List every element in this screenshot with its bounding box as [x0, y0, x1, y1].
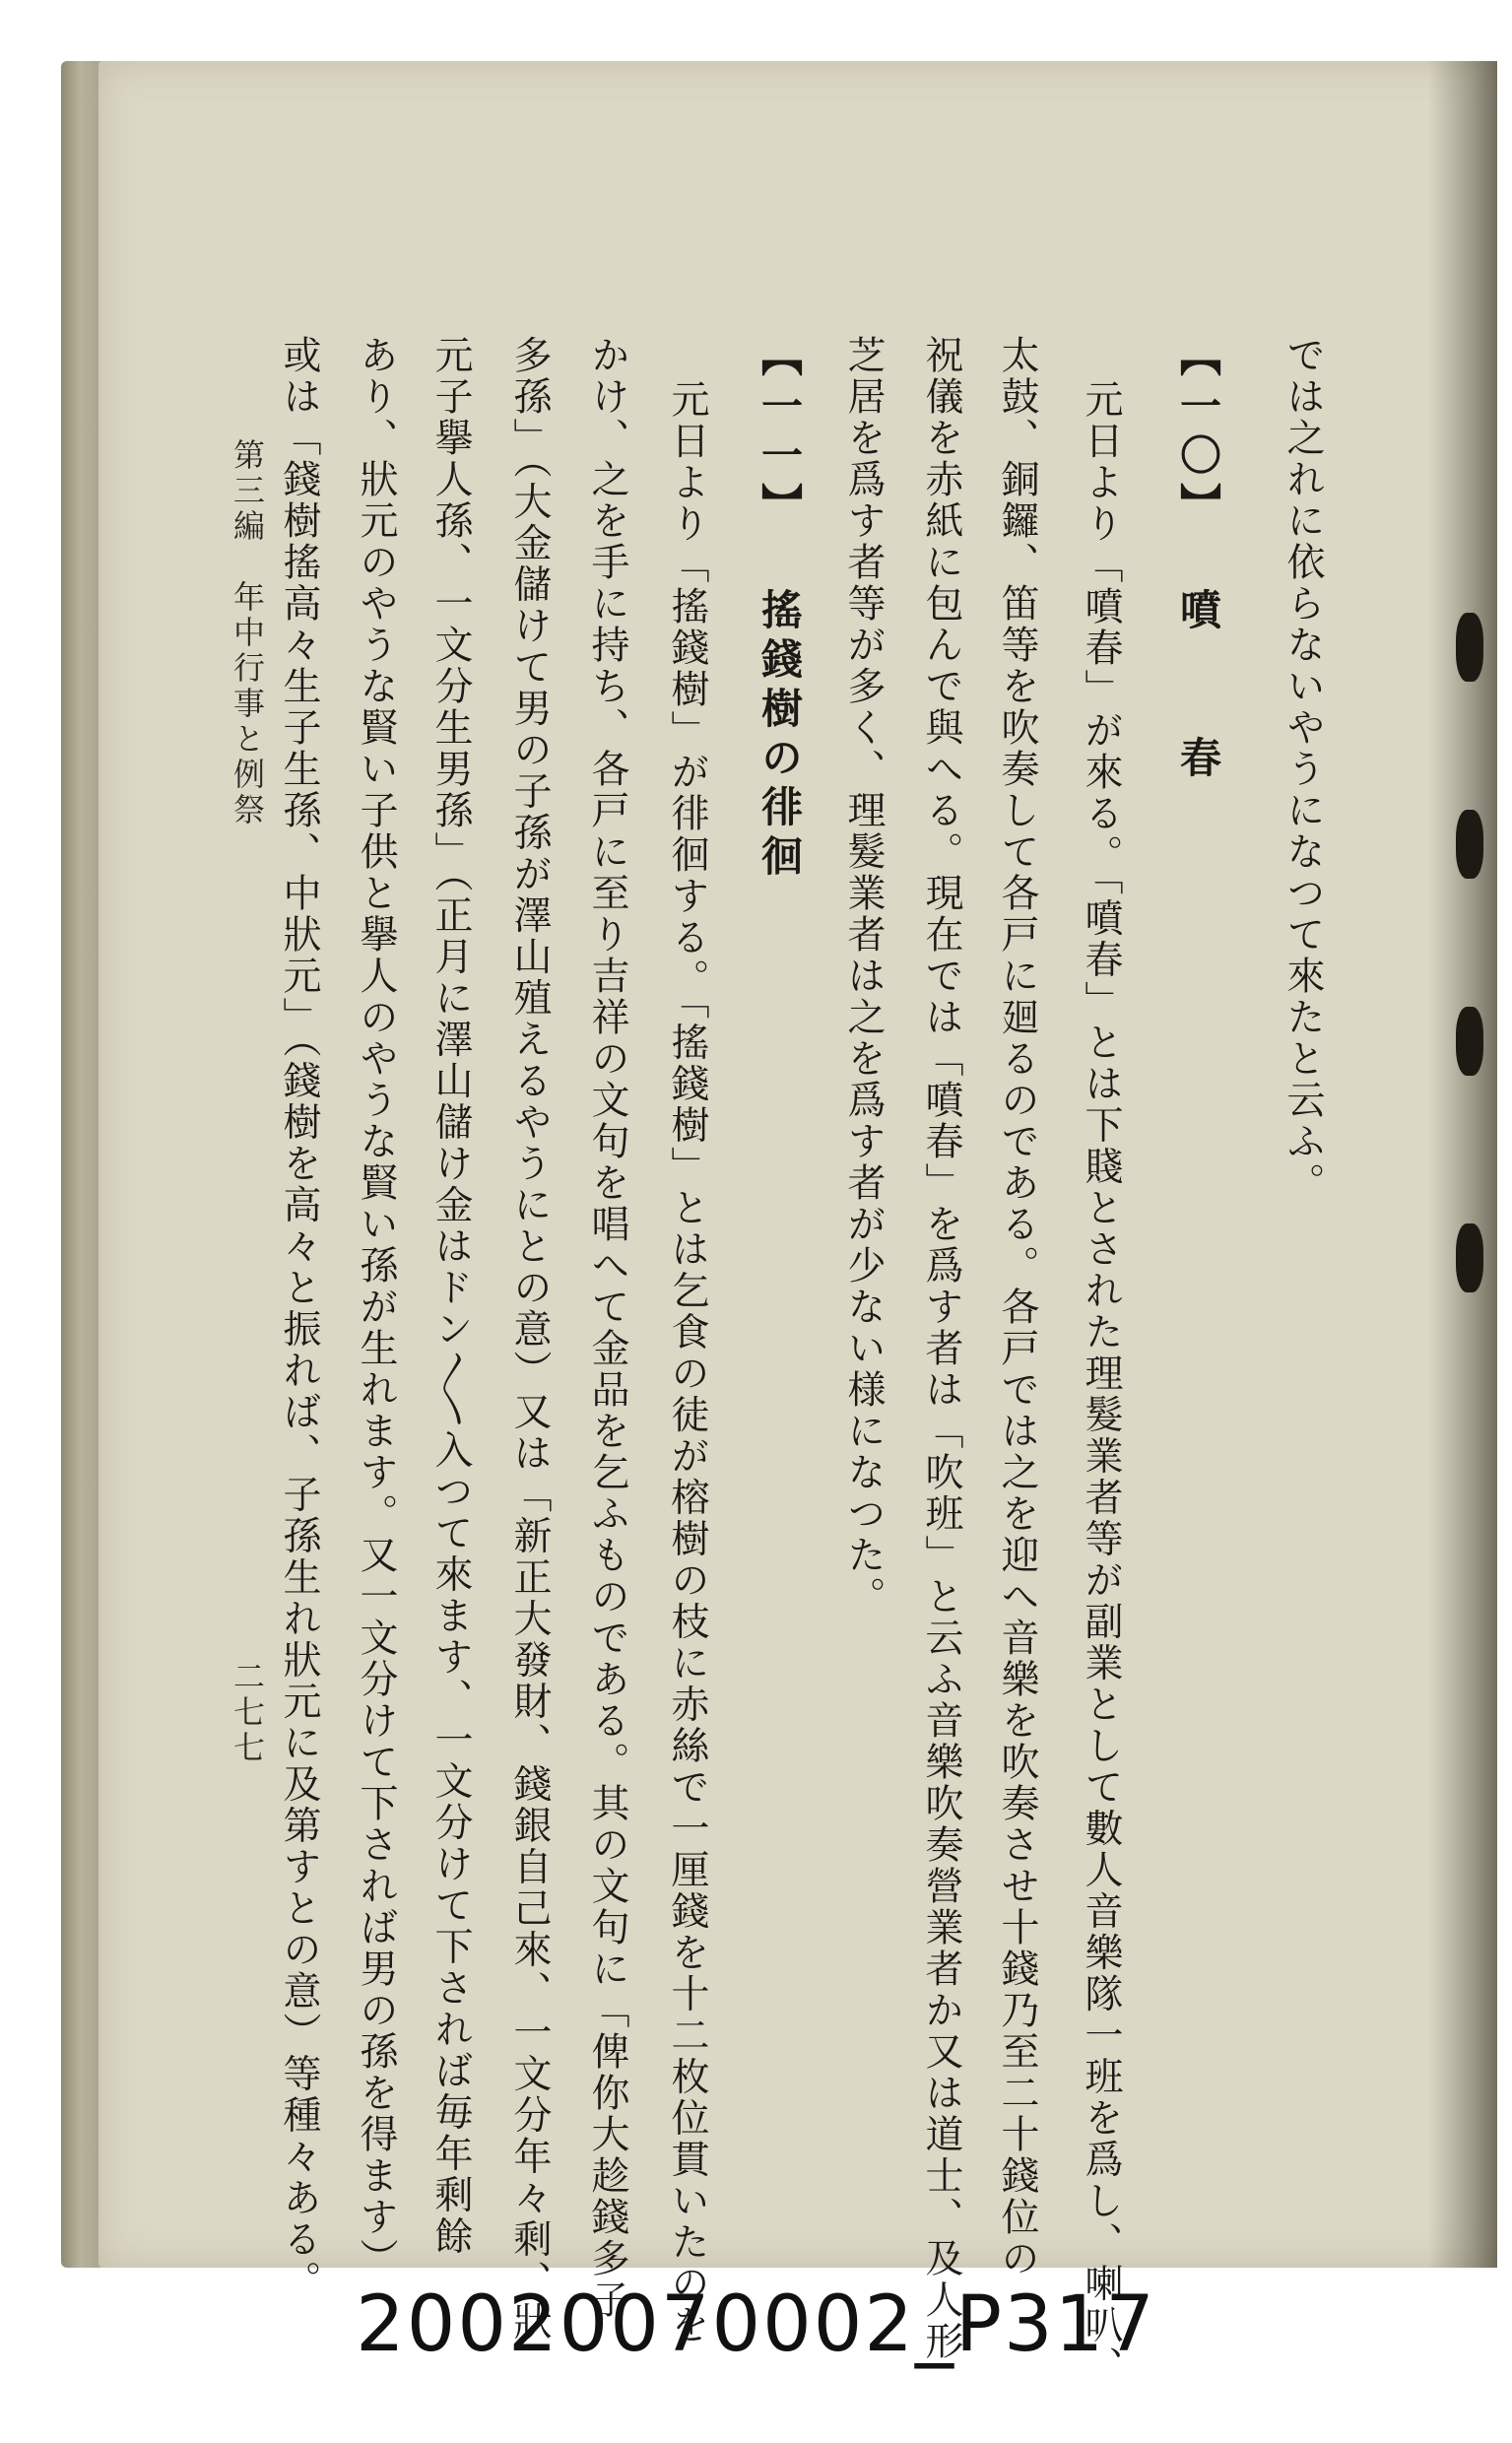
binding-hole	[1456, 613, 1483, 682]
text-column-5: 祝儀を赤紙に包んで與へる。現在では「噴春」を爲す者は「吹班」と云ふ音樂吹奏營業者か又は道士、及人形	[919, 335, 963, 2362]
binding-hole	[1456, 810, 1483, 879]
image-caption: 20020070002_P317	[356, 2280, 1156, 2369]
text-column-13: 或は「錢樹搖高々生子生孫、中狀元」（錢樹を高々と振れば、子孫生れ狀元に及第すとの意）等種々ある。	[277, 335, 321, 2302]
running-footer: 第三編 年中行事と例祭	[229, 438, 266, 828]
text-column-4: 太鼓、銅鑼、笛等を吹奏して各戸に廻るのである。各戸では之を迎へ音樂を吹奏させ十錢乃至二十錢位の	[995, 335, 1039, 2279]
section-heading-11: 【一一】 搖錢樹の徘徊	[756, 335, 804, 884]
text-column-6: 芝居を爲す者等が多く、理髮業者は之を爲す者が少ない様になつた。	[841, 335, 886, 1618]
binding-hole	[1456, 1223, 1483, 1292]
text-column-10: 多孫」（大金儲けて男の子孫が澤山殖えるやうにとの意）又は「新正大發財、錢銀自己來、一文分年々剩、狀	[507, 335, 552, 2344]
text-column-9: かけ、之を手に持ち、各戸に至り吉祥の文句を唱へて金品を乞ふものである。其の文句に「俾你大趁錢多子	[585, 335, 629, 2321]
text-column-3: 元日より「噴春」が來る。「噴春」とは下賤とされた理髮業者等が副業として數人音樂隊一班を爲し、喇叭、	[1079, 379, 1123, 2388]
text-column-12: あり、狀元のやうな賢い子供と擧人のやうな賢い孫が生れます。又一文分けて下されば男の孫を得ます）	[354, 335, 398, 2279]
text-column-11: 元子擧人孫、一文分生男孫」（正月に澤山儲け金はドン〳〵入つて來ます、一文分けて下されば毎年剩餘	[428, 335, 473, 2258]
binding-hole	[1456, 1007, 1483, 1076]
text-column-8: 元日より「搖錢樹」が徘徊する。「搖錢樹」とは乞食の徒が榕樹の枝に赤絲で一厘錢を十二枚位貫いたのを	[665, 379, 709, 2346]
section-heading-10: 【一〇】 噴 春	[1174, 335, 1222, 785]
page-number: 二七七	[229, 1660, 266, 1766]
book-gutter-shadow	[1428, 61, 1497, 2268]
text-column-1: では之れに依らないやうになつて來たと云ふ。	[1281, 335, 1325, 1204]
